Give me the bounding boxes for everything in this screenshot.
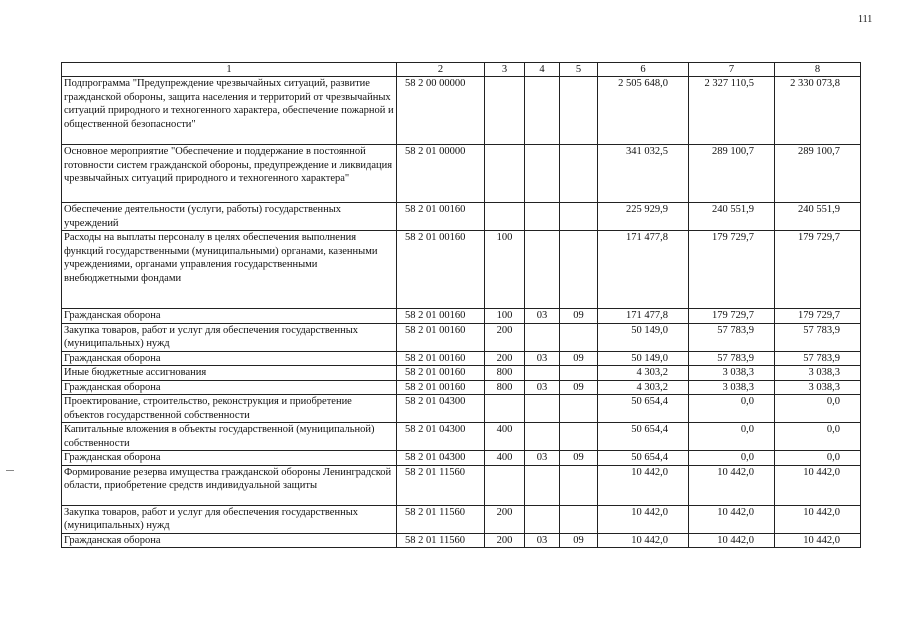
- header-cell: 7: [689, 63, 775, 77]
- scan-artifact: [6, 470, 14, 471]
- amount-year-1-cell: 4 303,2: [598, 366, 689, 381]
- subsection-cell: 09: [560, 309, 598, 324]
- amount-year-2-cell: 3 038,3: [689, 380, 775, 395]
- item-name-cell: Расходы на выплаты персоналу в целях обеспечения выполнения функций государственными (муниципальными) органами, казенными учреждениями, органами управления государственными внебюджетными фондами: [62, 231, 397, 309]
- table-row: [62, 451, 861, 466]
- table-row: [62, 505, 861, 533]
- expense-type-cell: 100: [485, 231, 525, 309]
- amount-year-2-cell: 289 100,7: [689, 145, 775, 203]
- amount-year-2-cell: 57 783,9: [689, 351, 775, 366]
- target-code-cell: 58 2 01 00000: [397, 145, 485, 203]
- expense-type-cell: 200: [485, 505, 525, 533]
- header-cell: 1: [62, 63, 397, 77]
- expense-type-cell: [485, 465, 525, 505]
- table-row: [62, 309, 861, 324]
- target-code-cell: 58 2 01 00160: [397, 231, 485, 309]
- target-code-cell: 58 2 01 00160: [397, 203, 485, 231]
- item-name-cell: Формирование резерва имущества гражданской обороны Ленинградской области, приобретение средств индивидуальной защиты: [62, 465, 397, 505]
- amount-year-3-cell: 10 442,0: [775, 465, 861, 505]
- target-code-cell: 58 2 01 11560: [397, 505, 485, 533]
- section-cell: [525, 203, 560, 231]
- table-row: [62, 395, 861, 423]
- amount-year-2-cell: 3 038,3: [689, 366, 775, 381]
- section-cell: [525, 231, 560, 309]
- amount-year-3-cell: 179 729,7: [775, 231, 861, 309]
- table-row: [62, 77, 861, 145]
- item-name-cell: Гражданская оборона: [62, 533, 397, 548]
- expense-type-cell: 400: [485, 451, 525, 466]
- amount-year-1-cell: 341 032,5: [598, 145, 689, 203]
- expense-type-cell: 800: [485, 380, 525, 395]
- item-name-cell: Обеспечение деятельности (услуги, работы) государственных учреждений: [62, 203, 397, 231]
- target-code-cell: 58 2 00 00000: [397, 77, 485, 145]
- amount-year-3-cell: 0,0: [775, 395, 861, 423]
- amount-year-2-cell: 10 442,0: [689, 505, 775, 533]
- table-row: [62, 145, 861, 203]
- subsection-cell: [560, 145, 598, 203]
- amount-year-1-cell: 50 654,4: [598, 423, 689, 451]
- subsection-cell: [560, 366, 598, 381]
- table-row: [62, 231, 861, 309]
- section-cell: 03: [525, 380, 560, 395]
- section-cell: [525, 423, 560, 451]
- item-name-cell: Гражданская оборона: [62, 351, 397, 366]
- section-cell: [525, 145, 560, 203]
- header-cell: 8: [775, 63, 861, 77]
- column-number-header: [62, 63, 861, 77]
- amount-year-3-cell: 179 729,7: [775, 309, 861, 324]
- amount-year-3-cell: 0,0: [775, 451, 861, 466]
- item-name-cell: Проектирование, строительство, реконструкция и приобретение объектов государственной собственности: [62, 395, 397, 423]
- target-code-cell: 58 2 01 00160: [397, 323, 485, 351]
- amount-year-2-cell: 179 729,7: [689, 231, 775, 309]
- subsection-cell: [560, 231, 598, 309]
- subsection-cell: 09: [560, 451, 598, 466]
- table-row: [62, 465, 861, 505]
- amount-year-2-cell: 240 551,9: [689, 203, 775, 231]
- section-cell: [525, 395, 560, 423]
- subsection-cell: [560, 505, 598, 533]
- amount-year-1-cell: 50 654,4: [598, 451, 689, 466]
- target-code-cell: 58 2 01 11560: [397, 533, 485, 548]
- subsection-cell: [560, 395, 598, 423]
- target-code-cell: 58 2 01 00160: [397, 366, 485, 381]
- target-code-cell: 58 2 01 04300: [397, 395, 485, 423]
- amount-year-1-cell: 171 477,8: [598, 309, 689, 324]
- amount-year-3-cell: 0,0: [775, 423, 861, 451]
- table-row: [62, 533, 861, 548]
- table-row: [62, 423, 861, 451]
- item-name-cell: Подпрограмма "Предупреждение чрезвычайных ситуаций, развитие гражданской обороны, защита населения и территорий от чрезвычайных ситуаций природного и техногенного характера, обеспечение пожарной и общественной безопасности": [62, 77, 397, 145]
- amount-year-1-cell: 2 505 648,0: [598, 77, 689, 145]
- item-name-cell: Закупка товаров, работ и услуг для обеспечения государственных (муниципальных) нужд: [62, 323, 397, 351]
- amount-year-2-cell: 0,0: [689, 395, 775, 423]
- target-code-cell: 58 2 01 00160: [397, 309, 485, 324]
- subsection-cell: [560, 323, 598, 351]
- section-cell: 03: [525, 351, 560, 366]
- expense-type-cell: [485, 203, 525, 231]
- target-code-cell: 58 2 01 00160: [397, 380, 485, 395]
- expense-type-cell: 100: [485, 309, 525, 324]
- expense-type-cell: 200: [485, 351, 525, 366]
- amount-year-3-cell: 10 442,0: [775, 505, 861, 533]
- amount-year-3-cell: 3 038,3: [775, 380, 861, 395]
- expense-type-cell: [485, 145, 525, 203]
- budget-table: [61, 62, 861, 548]
- section-cell: [525, 77, 560, 145]
- subsection-cell: [560, 77, 598, 145]
- page-number: 111: [858, 14, 873, 25]
- section-cell: [525, 323, 560, 351]
- amount-year-1-cell: 225 929,9: [598, 203, 689, 231]
- subsection-cell: [560, 203, 598, 231]
- header-cell: 4: [525, 63, 560, 77]
- section-cell: 03: [525, 533, 560, 548]
- amount-year-3-cell: 57 783,9: [775, 351, 861, 366]
- item-name-cell: Гражданская оборона: [62, 451, 397, 466]
- item-name-cell: Закупка товаров, работ и услуг для обеспечения государственных (муниципальных) нужд: [62, 505, 397, 533]
- amount-year-2-cell: 57 783,9: [689, 323, 775, 351]
- subsection-cell: [560, 465, 598, 505]
- amount-year-2-cell: 0,0: [689, 451, 775, 466]
- item-name-cell: Иные бюджетные ассигнования: [62, 366, 397, 381]
- section-cell: [525, 505, 560, 533]
- expense-type-cell: 200: [485, 533, 525, 548]
- expense-type-cell: [485, 395, 525, 423]
- table-row: [62, 323, 861, 351]
- header-cell: 6: [598, 63, 689, 77]
- amount-year-1-cell: 50 654,4: [598, 395, 689, 423]
- target-code-cell: 58 2 01 00160: [397, 351, 485, 366]
- table-row: [62, 380, 861, 395]
- amount-year-1-cell: 4 303,2: [598, 380, 689, 395]
- subsection-cell: 09: [560, 533, 598, 548]
- table-row: [62, 351, 861, 366]
- amount-year-3-cell: 10 442,0: [775, 533, 861, 548]
- section-cell: [525, 366, 560, 381]
- amount-year-1-cell: 10 442,0: [598, 465, 689, 505]
- amount-year-2-cell: 10 442,0: [689, 533, 775, 548]
- amount-year-1-cell: 171 477,8: [598, 231, 689, 309]
- header-cell: 2: [397, 63, 485, 77]
- header-cell: 3: [485, 63, 525, 77]
- header-cell: 5: [560, 63, 598, 77]
- amount-year-2-cell: 10 442,0: [689, 465, 775, 505]
- amount-year-2-cell: 2 327 110,5: [689, 77, 775, 145]
- amount-year-2-cell: 179 729,7: [689, 309, 775, 324]
- subsection-cell: 09: [560, 351, 598, 366]
- amount-year-3-cell: 2 330 073,8: [775, 77, 861, 145]
- table-row: [62, 366, 861, 381]
- target-code-cell: 58 2 01 11560: [397, 465, 485, 505]
- subsection-cell: [560, 423, 598, 451]
- item-name-cell: Капитальные вложения в объекты государственной (муниципальной) собственности: [62, 423, 397, 451]
- section-cell: [525, 465, 560, 505]
- section-cell: 03: [525, 309, 560, 324]
- subsection-cell: 09: [560, 380, 598, 395]
- section-cell: 03: [525, 451, 560, 466]
- amount-year-3-cell: 289 100,7: [775, 145, 861, 203]
- amount-year-3-cell: 3 038,3: [775, 366, 861, 381]
- expense-type-cell: [485, 77, 525, 145]
- amount-year-1-cell: 50 149,0: [598, 323, 689, 351]
- amount-year-1-cell: 10 442,0: [598, 505, 689, 533]
- target-code-cell: 58 2 01 04300: [397, 423, 485, 451]
- amount-year-1-cell: 10 442,0: [598, 533, 689, 548]
- amount-year-3-cell: 240 551,9: [775, 203, 861, 231]
- amount-year-3-cell: 57 783,9: [775, 323, 861, 351]
- item-name-cell: Гражданская оборона: [62, 309, 397, 324]
- item-name-cell: Основное мероприятие "Обеспечение и поддержание в постоянной готовности систем гражданской обороны, предупреждение и ликвидация чрезвычайных ситуаций природного и техногенного характера": [62, 145, 397, 203]
- table-row: [62, 203, 861, 231]
- amount-year-1-cell: 50 149,0: [598, 351, 689, 366]
- target-code-cell: 58 2 01 04300: [397, 451, 485, 466]
- item-name-cell: Гражданская оборона: [62, 380, 397, 395]
- expense-type-cell: 200: [485, 323, 525, 351]
- expense-type-cell: 800: [485, 366, 525, 381]
- amount-year-2-cell: 0,0: [689, 423, 775, 451]
- expense-type-cell: 400: [485, 423, 525, 451]
